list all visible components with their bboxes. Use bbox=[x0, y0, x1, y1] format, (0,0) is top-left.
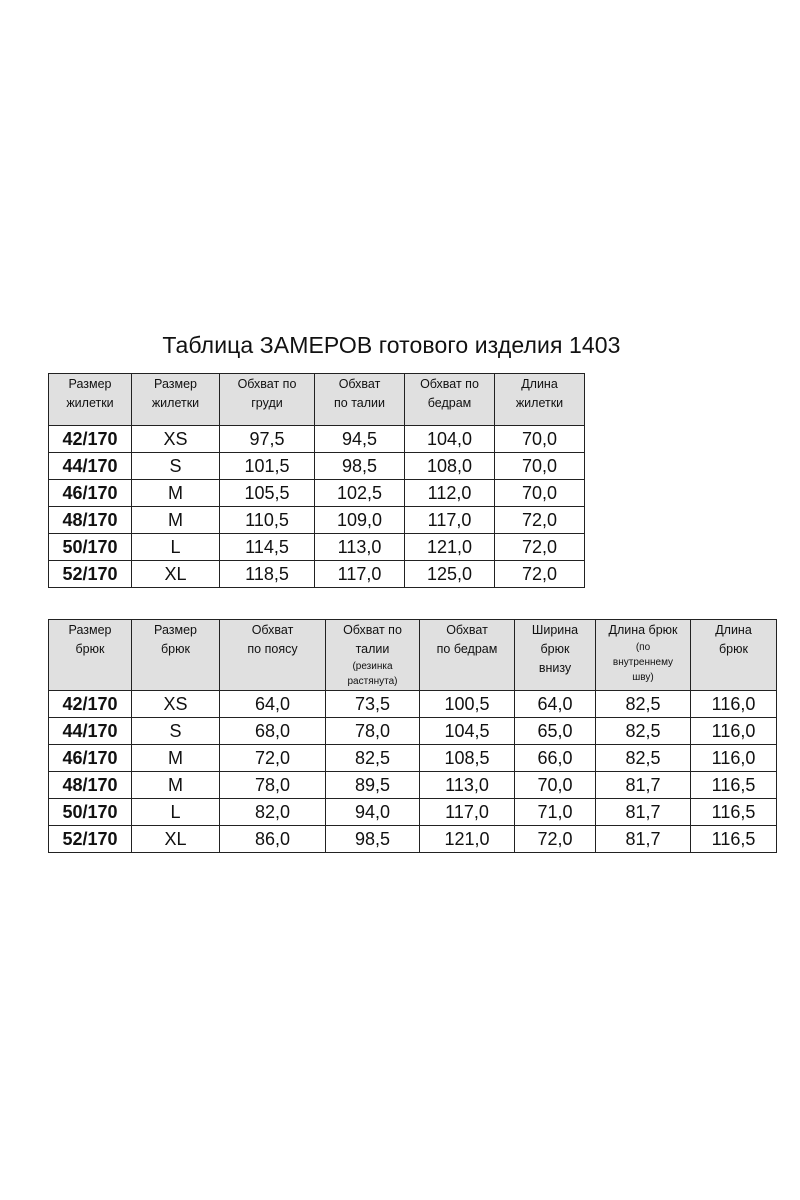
table-cell: 94,0 bbox=[326, 799, 420, 826]
table-cell: 72,0 bbox=[495, 561, 585, 588]
column-header-hips: Обхват по бедрам bbox=[405, 374, 495, 426]
table-cell: 78,0 bbox=[326, 718, 420, 745]
table-cell: 125,0 bbox=[405, 561, 495, 588]
table-cell: 65,0 bbox=[515, 718, 596, 745]
table-cell: 48/170 bbox=[49, 507, 132, 534]
table-cell: 114,5 bbox=[220, 534, 315, 561]
column-header-chest: Обхват по груди bbox=[220, 374, 315, 426]
table-cell: 70,0 bbox=[495, 453, 585, 480]
table-cell: 66,0 bbox=[515, 745, 596, 772]
table-row bbox=[49, 718, 777, 745]
table-cell: M bbox=[132, 507, 220, 534]
column-header-pants-length: Длина брюк bbox=[691, 620, 777, 691]
table-cell: XL bbox=[132, 561, 220, 588]
table-cell: 116,0 bbox=[691, 691, 777, 718]
table-cell: 46/170 bbox=[49, 480, 132, 507]
table-cell: 78,0 bbox=[220, 772, 326, 799]
table-row bbox=[49, 691, 777, 718]
table-cell: 82,5 bbox=[596, 691, 691, 718]
table-cell: 100,5 bbox=[420, 691, 515, 718]
table-cell: 72,0 bbox=[515, 826, 596, 853]
table-cell: 64,0 bbox=[220, 691, 326, 718]
table-cell: L bbox=[132, 534, 220, 561]
table-cell: 113,0 bbox=[420, 772, 515, 799]
table-cell: 116,0 bbox=[691, 718, 777, 745]
column-header-vest-size: Размер жилетки bbox=[49, 374, 132, 426]
table-cell: 108,0 bbox=[405, 453, 495, 480]
table-row bbox=[49, 534, 585, 561]
table-cell: 102,5 bbox=[315, 480, 405, 507]
table-cell: XL bbox=[132, 826, 220, 853]
table-row bbox=[49, 772, 777, 799]
table-cell: M bbox=[132, 745, 220, 772]
table-cell: 104,5 bbox=[420, 718, 515, 745]
table-cell: 70,0 bbox=[515, 772, 596, 799]
table-cell: 82,5 bbox=[596, 718, 691, 745]
table-cell: 118,5 bbox=[220, 561, 315, 588]
table-cell: 117,0 bbox=[405, 507, 495, 534]
table-header-row bbox=[49, 620, 777, 691]
table-cell: 94,5 bbox=[315, 426, 405, 453]
table-cell: 72,0 bbox=[495, 507, 585, 534]
table-cell: 72,0 bbox=[220, 745, 326, 772]
column-header-belt: Обхват по поясу bbox=[220, 620, 326, 691]
table-cell: 98,5 bbox=[326, 826, 420, 853]
inseam-note: (по внутреннему шву) bbox=[612, 642, 674, 683]
table-cell: 117,0 bbox=[420, 799, 515, 826]
table-cell: 50/170 bbox=[49, 534, 132, 561]
table-cell: 89,5 bbox=[326, 772, 420, 799]
table-row bbox=[49, 507, 585, 534]
table-cell: 81,7 bbox=[596, 772, 691, 799]
column-header-pants-letter-size: Размер брюк bbox=[132, 620, 220, 691]
table-cell: M bbox=[132, 772, 220, 799]
table-cell: S bbox=[132, 718, 220, 745]
table-cell: S bbox=[132, 453, 220, 480]
table-row bbox=[49, 426, 585, 453]
table-cell: 98,5 bbox=[315, 453, 405, 480]
table-cell: 68,0 bbox=[220, 718, 326, 745]
column-header-vest-letter-size: Размер жилетки bbox=[132, 374, 220, 426]
table-cell: 52/170 bbox=[49, 561, 132, 588]
table-cell: L bbox=[132, 799, 220, 826]
table-cell: 81,7 bbox=[596, 826, 691, 853]
table-cell: 101,5 bbox=[220, 453, 315, 480]
table-cell: 50/170 bbox=[49, 799, 132, 826]
table-cell: 104,0 bbox=[405, 426, 495, 453]
table-cell: 117,0 bbox=[315, 561, 405, 588]
table-row bbox=[49, 826, 777, 853]
table-cell: 82,0 bbox=[220, 799, 326, 826]
table-cell: 46/170 bbox=[49, 745, 132, 772]
table-cell: 42/170 bbox=[49, 426, 132, 453]
table-header-row bbox=[49, 374, 585, 426]
table-cell: 97,5 bbox=[220, 426, 315, 453]
table-cell: 108,5 bbox=[420, 745, 515, 772]
table-cell: 116,5 bbox=[691, 772, 777, 799]
column-header-waist: Обхват по талии (резинка растянута) bbox=[326, 620, 420, 691]
table-row bbox=[49, 745, 777, 772]
table-cell: 70,0 bbox=[495, 480, 585, 507]
page-title: Таблица ЗАМЕРОВ готового изделия 1403 bbox=[162, 332, 621, 358]
table-cell: 52/170 bbox=[49, 826, 132, 853]
column-header-waist: Обхват по талии bbox=[315, 374, 405, 426]
table-cell: 82,5 bbox=[326, 745, 420, 772]
table-cell: 64,0 bbox=[515, 691, 596, 718]
column-header-hem-width: Ширина брюк внизу bbox=[515, 620, 596, 691]
table-cell: XS bbox=[132, 426, 220, 453]
waist-note: (резинка растянута) bbox=[347, 661, 398, 687]
column-header-vest-length: Длина жилетки bbox=[495, 374, 585, 426]
table-cell: 105,5 bbox=[220, 480, 315, 507]
table-cell: 82,5 bbox=[596, 745, 691, 772]
table-cell: 121,0 bbox=[420, 826, 515, 853]
table-row bbox=[49, 480, 585, 507]
table-cell: 70,0 bbox=[495, 426, 585, 453]
vest-measurements-table bbox=[48, 373, 585, 588]
table-cell: M bbox=[132, 480, 220, 507]
table-cell: 86,0 bbox=[220, 826, 326, 853]
pants-measurements-table bbox=[48, 619, 777, 853]
table-cell: 110,5 bbox=[220, 507, 315, 534]
table-cell: 73,5 bbox=[326, 691, 420, 718]
table-cell: 71,0 bbox=[515, 799, 596, 826]
table-cell: 44/170 bbox=[49, 453, 132, 480]
table-cell: 113,0 bbox=[315, 534, 405, 561]
table-cell: 48/170 bbox=[49, 772, 132, 799]
column-header-inseam-length: Длина брюк (по внутреннему шву) bbox=[596, 620, 691, 691]
table-cell: 121,0 bbox=[405, 534, 495, 561]
table-cell: 72,0 bbox=[495, 534, 585, 561]
table-row bbox=[49, 561, 585, 588]
table-cell: XS bbox=[132, 691, 220, 718]
table-cell: 112,0 bbox=[405, 480, 495, 507]
table-cell: 116,5 bbox=[691, 799, 777, 826]
table-cell: 116,0 bbox=[691, 745, 777, 772]
column-header-hips: Обхват по бедрам bbox=[420, 620, 515, 691]
table-cell: 44/170 bbox=[49, 718, 132, 745]
table-cell: 116,5 bbox=[691, 826, 777, 853]
table-row bbox=[49, 453, 585, 480]
table-row bbox=[49, 799, 777, 826]
column-header-pants-size: Размер брюк bbox=[49, 620, 132, 691]
table-cell: 109,0 bbox=[315, 507, 405, 534]
table-cell: 81,7 bbox=[596, 799, 691, 826]
table-cell: 42/170 bbox=[49, 691, 132, 718]
